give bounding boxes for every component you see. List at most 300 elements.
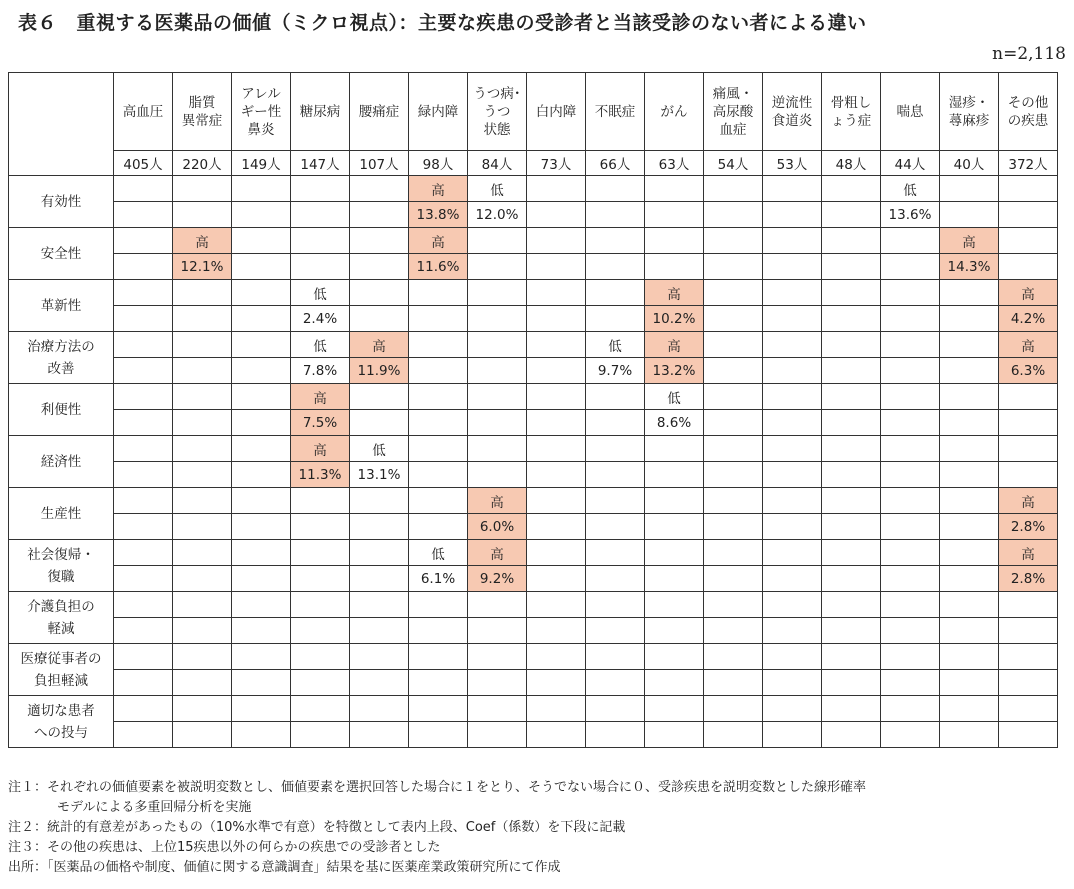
coef-cell	[586, 254, 645, 280]
table-row	[9, 358, 1058, 384]
coef-cell	[527, 670, 586, 696]
column-header	[999, 73, 1058, 151]
level-cell: 高	[999, 540, 1058, 566]
level-cell	[350, 488, 409, 514]
level-cell: 高	[645, 332, 704, 358]
row-label-text: 医療従事者の 負担軽減	[20, 650, 102, 689]
level-cell	[586, 488, 645, 514]
level-cell: 低	[645, 384, 704, 410]
row-label-text: 社会復帰・ 復職	[27, 546, 95, 585]
coef-cell	[114, 306, 173, 332]
level-cell	[586, 644, 645, 670]
level-cell: 高	[468, 488, 527, 514]
coef-cell	[881, 462, 940, 488]
level-cell	[822, 384, 881, 410]
coef-cell	[999, 254, 1058, 280]
coef-cell	[527, 358, 586, 384]
level-cell	[409, 384, 468, 410]
coef-cell	[114, 410, 173, 436]
level-cell	[999, 384, 1058, 410]
level-cell	[940, 696, 999, 722]
level-cell	[704, 176, 763, 202]
column-header-label: がん	[660, 103, 688, 120]
level-cell: 低	[291, 280, 350, 306]
level-cell	[586, 384, 645, 410]
level-cell	[822, 540, 881, 566]
coef-cell	[704, 410, 763, 436]
level-cell	[586, 176, 645, 202]
level-cell	[999, 436, 1058, 462]
level-cell	[586, 592, 645, 618]
level-cell	[586, 540, 645, 566]
row-label-text: 適切な患者 への投与	[27, 702, 95, 741]
level-cell	[232, 228, 291, 254]
coef-cell	[114, 358, 173, 384]
level-cell	[468, 592, 527, 618]
column-count: 84人	[468, 151, 527, 176]
coef-cell	[173, 566, 232, 592]
coef-cell	[822, 254, 881, 280]
level-cell	[527, 384, 586, 410]
level-cell	[409, 488, 468, 514]
coef-cell	[999, 670, 1058, 696]
coef-cell	[173, 358, 232, 384]
coef-cell	[173, 722, 232, 748]
coef-cell	[704, 618, 763, 644]
level-cell	[940, 280, 999, 306]
coef-cell	[232, 254, 291, 280]
coef-cell: 9.2%	[468, 566, 527, 592]
level-cell	[940, 436, 999, 462]
level-cell	[940, 644, 999, 670]
coef-cell	[763, 566, 822, 592]
coef-cell: 6.3%	[999, 358, 1058, 384]
level-cell	[291, 488, 350, 514]
table-row	[9, 462, 1058, 488]
column-count: 98人	[409, 151, 468, 176]
level-cell	[527, 228, 586, 254]
column-count: 405人	[114, 151, 173, 176]
column-header-label: 骨粗し ょう症	[830, 94, 872, 129]
table-row	[9, 592, 1058, 618]
coef-cell: 12.0%	[468, 202, 527, 228]
coef-cell	[173, 410, 232, 436]
coef-cell	[586, 566, 645, 592]
level-cell	[291, 644, 350, 670]
note-1-continued: モデルによる多重回帰分析を実施	[57, 800, 252, 815]
coef-cell	[763, 254, 822, 280]
level-cell: 高	[999, 332, 1058, 358]
level-cell	[881, 540, 940, 566]
coef-cell: 8.6%	[645, 410, 704, 436]
coef-cell: 13.2%	[645, 358, 704, 384]
level-cell	[822, 332, 881, 358]
row-label	[9, 592, 114, 644]
row-label-text: 利便性	[40, 401, 82, 418]
coef-cell	[586, 514, 645, 540]
level-cell	[232, 696, 291, 722]
column-count: 48人	[822, 151, 881, 176]
coef-cell	[291, 254, 350, 280]
column-header	[350, 73, 409, 151]
level-cell	[586, 436, 645, 462]
coef-cell	[999, 202, 1058, 228]
level-cell	[704, 540, 763, 566]
level-cell	[409, 280, 468, 306]
coef-cell	[527, 306, 586, 332]
level-cell	[173, 176, 232, 202]
level-cell	[881, 280, 940, 306]
level-cell	[881, 696, 940, 722]
coef-cell	[114, 618, 173, 644]
coef-cell	[232, 202, 291, 228]
level-cell	[881, 332, 940, 358]
coef-cell	[645, 462, 704, 488]
level-cell	[527, 488, 586, 514]
coef-cell	[763, 670, 822, 696]
coef-cell	[704, 306, 763, 332]
level-cell	[114, 488, 173, 514]
table-row	[9, 722, 1058, 748]
coef-cell	[409, 618, 468, 644]
level-cell: 低	[291, 332, 350, 358]
level-cell: 高	[173, 228, 232, 254]
level-cell	[350, 280, 409, 306]
table-row	[9, 540, 1058, 566]
column-header	[704, 73, 763, 151]
column-count: 147人	[291, 151, 350, 176]
level-cell: 高	[468, 540, 527, 566]
coef-cell	[704, 254, 763, 280]
level-cell	[999, 176, 1058, 202]
coef-cell	[999, 410, 1058, 436]
coef-cell	[704, 722, 763, 748]
coef-cell	[173, 306, 232, 332]
level-cell	[645, 592, 704, 618]
column-count: 372人	[999, 151, 1058, 176]
table-row	[9, 306, 1058, 332]
coef-cell	[763, 410, 822, 436]
level-cell	[763, 436, 822, 462]
coef-cell	[940, 306, 999, 332]
coef-cell	[232, 566, 291, 592]
coef-cell	[645, 566, 704, 592]
level-cell	[232, 540, 291, 566]
table-row	[9, 436, 1058, 462]
coef-cell	[940, 410, 999, 436]
level-cell	[173, 488, 232, 514]
column-header	[468, 73, 527, 151]
column-header-label: 糖尿病	[299, 103, 341, 120]
coef-cell	[173, 618, 232, 644]
coef-cell	[350, 722, 409, 748]
level-cell	[645, 696, 704, 722]
table-row	[9, 670, 1058, 696]
level-cell	[704, 384, 763, 410]
coef-cell	[409, 670, 468, 696]
table-row	[9, 384, 1058, 410]
coef-cell: 9.7%	[586, 358, 645, 384]
column-header-label: 腰痛症	[358, 103, 400, 120]
results-table	[8, 72, 1058, 748]
row-label	[9, 280, 114, 332]
row-label	[9, 228, 114, 280]
column-count: 63人	[645, 151, 704, 176]
level-cell	[704, 228, 763, 254]
coef-cell	[763, 722, 822, 748]
column-count: 107人	[350, 151, 409, 176]
count-row	[9, 151, 1058, 176]
level-cell	[114, 696, 173, 722]
coef-cell	[527, 254, 586, 280]
coef-cell	[763, 618, 822, 644]
note-3: 注３：その他の疾患は、上位15疾患以外の何らかの疾患での受診者とした	[8, 840, 441, 855]
level-cell	[645, 540, 704, 566]
level-cell	[704, 488, 763, 514]
row-label-text: 介護負担の 軽減	[27, 598, 95, 637]
row-label	[9, 436, 114, 488]
level-cell	[999, 228, 1058, 254]
level-cell	[468, 228, 527, 254]
column-count: 54人	[704, 151, 763, 176]
level-cell	[586, 228, 645, 254]
level-cell	[291, 540, 350, 566]
coef-cell: 4.2%	[999, 306, 1058, 332]
level-cell	[763, 228, 822, 254]
coef-cell	[704, 462, 763, 488]
column-header-label: 喘息	[896, 103, 924, 120]
row-label	[9, 176, 114, 228]
coef-cell: 11.6%	[409, 254, 468, 280]
coef-cell	[881, 514, 940, 540]
level-cell: 高	[409, 176, 468, 202]
row-label-text: 治療方法の 改善	[27, 338, 95, 377]
sample-size: n=2,118	[992, 44, 1066, 64]
coef-cell	[468, 462, 527, 488]
level-cell	[232, 384, 291, 410]
note-1: 注１：それぞれの価値要素を被説明変数とし、価値要素を選択回答した場合に１をとり、そうでない場合に０、受診疾患を説明変数とした線形確率	[8, 780, 867, 795]
row-label	[9, 644, 114, 696]
coef-cell: 12.1%	[173, 254, 232, 280]
level-cell	[173, 332, 232, 358]
level-cell	[881, 644, 940, 670]
coef-cell: 6.0%	[468, 514, 527, 540]
level-cell	[940, 384, 999, 410]
level-cell	[232, 332, 291, 358]
coef-cell: 2.4%	[291, 306, 350, 332]
coef-cell	[232, 462, 291, 488]
table-row	[9, 566, 1058, 592]
coef-cell	[586, 410, 645, 436]
coef-cell	[527, 410, 586, 436]
coef-cell	[114, 722, 173, 748]
coef-cell	[468, 618, 527, 644]
column-header	[173, 73, 232, 151]
table-row	[9, 488, 1058, 514]
level-cell	[232, 436, 291, 462]
level-cell	[763, 280, 822, 306]
level-cell	[881, 384, 940, 410]
coef-cell	[350, 670, 409, 696]
coef-cell	[822, 618, 881, 644]
table-row	[9, 644, 1058, 670]
level-cell	[527, 436, 586, 462]
coef-cell	[468, 254, 527, 280]
row-label	[9, 540, 114, 592]
level-cell: 高	[940, 228, 999, 254]
coef-cell	[350, 306, 409, 332]
coef-cell	[999, 462, 1058, 488]
level-cell	[173, 384, 232, 410]
level-cell	[468, 280, 527, 306]
column-count: 149人	[232, 151, 291, 176]
level-cell	[468, 332, 527, 358]
table-row	[9, 280, 1058, 306]
coef-cell: 14.3%	[940, 254, 999, 280]
coef-cell: 6.1%	[409, 566, 468, 592]
coef-cell	[527, 722, 586, 748]
coef-cell	[586, 618, 645, 644]
table-row	[9, 618, 1058, 644]
column-header	[291, 73, 350, 151]
level-cell	[527, 644, 586, 670]
level-cell	[881, 436, 940, 462]
level-cell	[527, 540, 586, 566]
coef-cell	[409, 514, 468, 540]
coef-cell	[409, 410, 468, 436]
column-header	[527, 73, 586, 151]
level-cell: 高	[999, 280, 1058, 306]
coef-cell	[114, 566, 173, 592]
level-cell	[114, 540, 173, 566]
coef-cell	[291, 514, 350, 540]
coef-cell: 7.5%	[291, 410, 350, 436]
level-cell	[822, 228, 881, 254]
column-count: 40人	[940, 151, 999, 176]
column-header-label: アレル ギー性 鼻炎	[240, 85, 282, 138]
level-cell	[822, 176, 881, 202]
level-cell	[527, 280, 586, 306]
coef-cell	[881, 410, 940, 436]
level-cell	[527, 332, 586, 358]
level-cell	[468, 384, 527, 410]
level-cell	[350, 228, 409, 254]
coef-cell	[586, 722, 645, 748]
row-label	[9, 488, 114, 540]
row-label-text: 安全性	[40, 245, 82, 262]
coef-cell	[232, 410, 291, 436]
coef-cell	[291, 566, 350, 592]
column-header	[881, 73, 940, 151]
level-cell	[822, 488, 881, 514]
level-cell	[114, 332, 173, 358]
level-cell	[940, 488, 999, 514]
level-cell	[940, 332, 999, 358]
level-cell: 低	[468, 176, 527, 202]
coef-cell	[999, 722, 1058, 748]
coef-cell	[291, 670, 350, 696]
level-cell	[940, 592, 999, 618]
level-cell	[114, 280, 173, 306]
level-cell	[114, 384, 173, 410]
coef-cell	[645, 202, 704, 228]
level-cell	[173, 280, 232, 306]
coef-cell	[586, 670, 645, 696]
level-cell	[999, 644, 1058, 670]
coef-cell	[763, 358, 822, 384]
coef-cell	[291, 618, 350, 644]
coef-cell	[940, 670, 999, 696]
level-cell	[232, 592, 291, 618]
coef-cell	[350, 410, 409, 436]
column-header	[940, 73, 999, 151]
coef-cell	[940, 462, 999, 488]
coef-cell	[232, 358, 291, 384]
coef-cell	[173, 514, 232, 540]
column-header-label: 脂質 異常症	[181, 94, 223, 129]
level-cell	[527, 592, 586, 618]
level-cell	[704, 436, 763, 462]
level-cell	[350, 644, 409, 670]
coef-cell: 2.8%	[999, 514, 1058, 540]
level-cell	[291, 592, 350, 618]
coef-cell	[704, 670, 763, 696]
coef-cell	[468, 306, 527, 332]
level-cell	[881, 228, 940, 254]
coef-cell	[527, 514, 586, 540]
row-label-text: 生産性	[40, 505, 82, 522]
coef-cell	[645, 514, 704, 540]
column-count: 73人	[527, 151, 586, 176]
level-cell	[409, 644, 468, 670]
coef-cell	[881, 722, 940, 748]
level-cell	[704, 592, 763, 618]
row-label	[9, 384, 114, 436]
coef-cell	[645, 722, 704, 748]
level-cell	[822, 280, 881, 306]
row-label-text: 有効性	[40, 193, 82, 210]
coef-cell: 10.2%	[645, 306, 704, 332]
coef-cell	[822, 358, 881, 384]
level-cell	[822, 644, 881, 670]
level-cell	[704, 332, 763, 358]
coef-cell	[173, 462, 232, 488]
coef-cell: 13.1%	[350, 462, 409, 488]
table-row	[9, 696, 1058, 722]
coef-cell	[881, 358, 940, 384]
column-header-label: 湿疹・ 蕁麻疹	[948, 94, 990, 129]
coef-cell	[763, 202, 822, 228]
coef-cell	[940, 202, 999, 228]
coef-cell	[409, 306, 468, 332]
coef-cell	[350, 514, 409, 540]
level-cell	[704, 696, 763, 722]
coef-cell	[114, 514, 173, 540]
level-cell	[527, 696, 586, 722]
column-header	[645, 73, 704, 151]
level-cell: 高	[291, 436, 350, 462]
level-cell	[468, 696, 527, 722]
coef-cell	[409, 358, 468, 384]
level-cell: 低	[586, 332, 645, 358]
level-cell	[350, 540, 409, 566]
table-row	[9, 410, 1058, 436]
level-cell	[645, 488, 704, 514]
column-header	[114, 73, 173, 151]
row-label-text: 経済性	[40, 453, 82, 470]
level-cell	[350, 696, 409, 722]
level-cell	[232, 280, 291, 306]
